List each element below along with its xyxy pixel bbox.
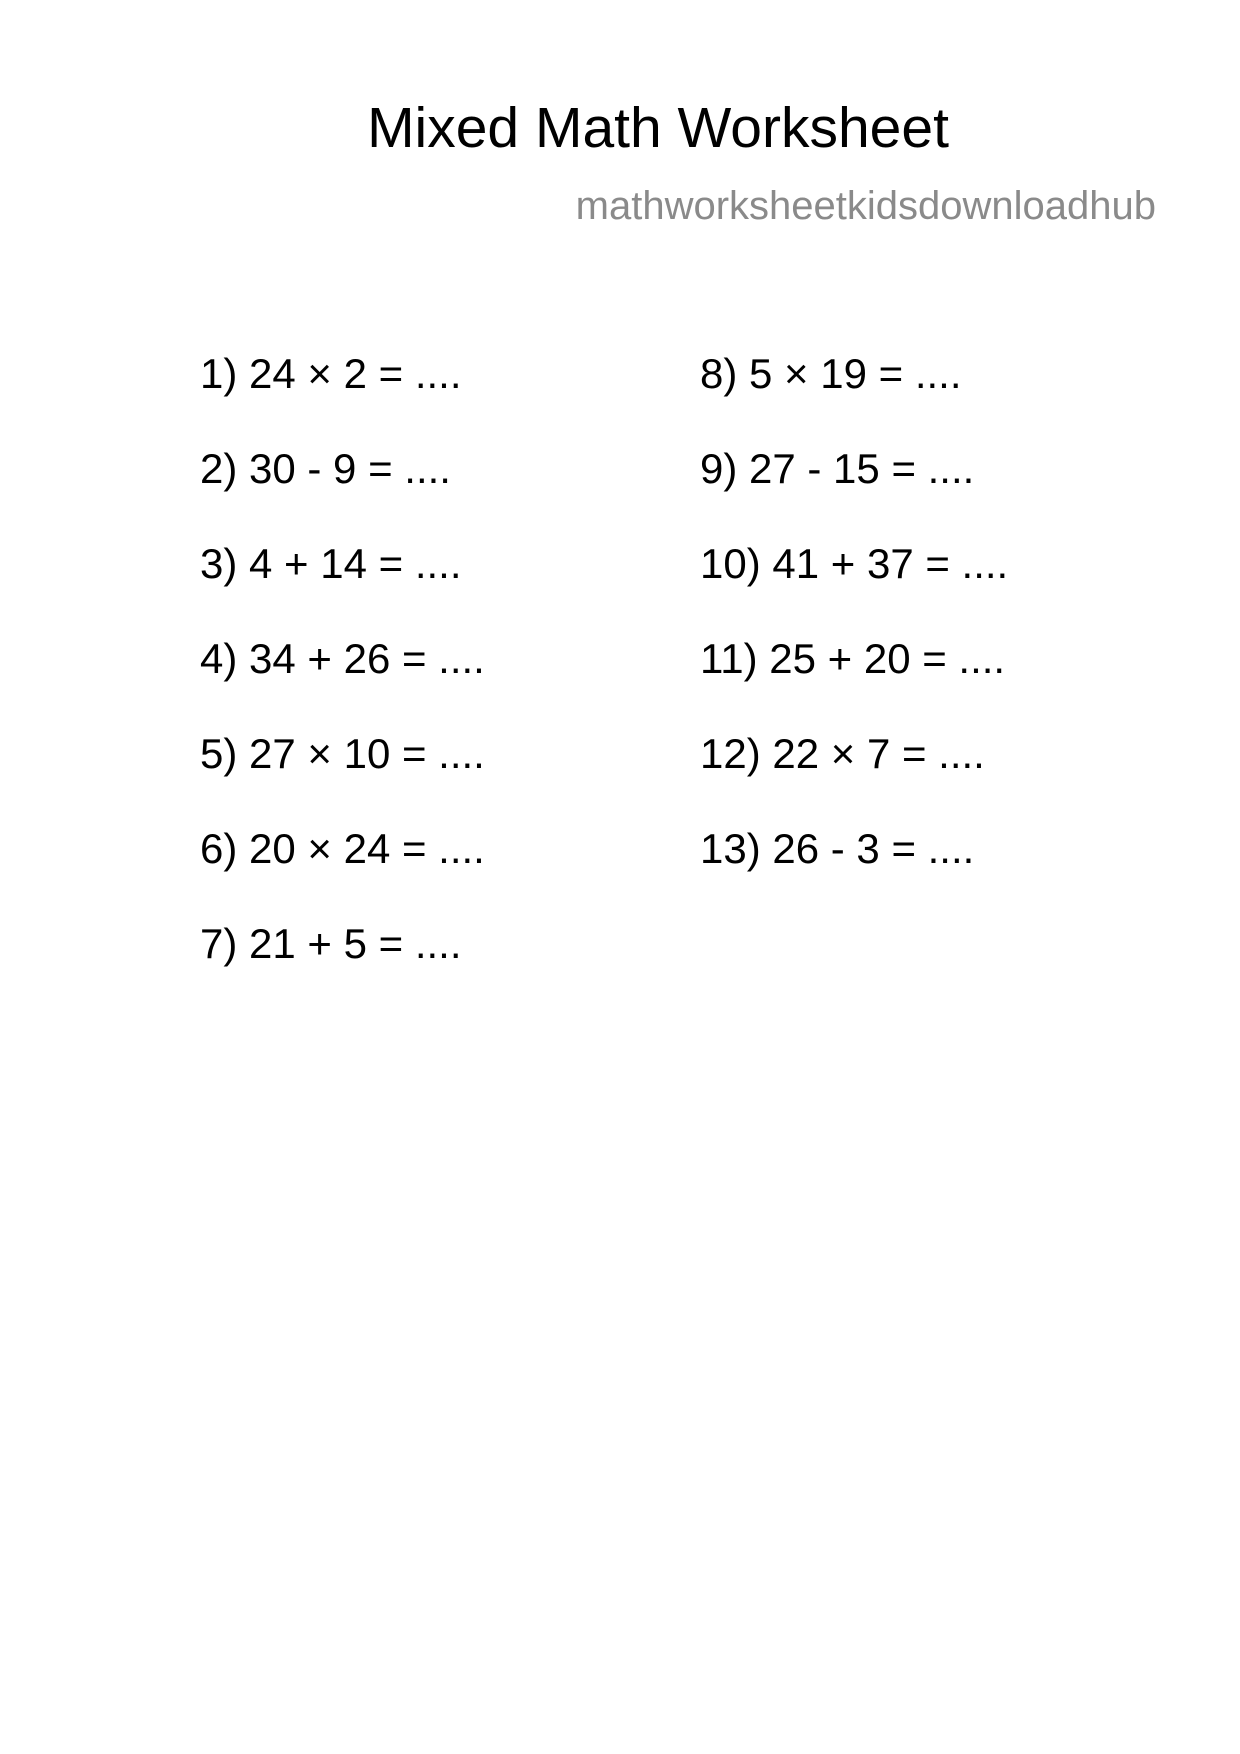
problem-item: 11) 25 + 20 = .... (700, 635, 1006, 682)
problem-item: 8) 5 × 19 = .... (700, 350, 962, 397)
problem-item: 7) 21 + 5 = .... (200, 920, 462, 967)
watermark-text: mathworksheetkidsdownloadhub (575, 184, 1156, 228)
problem-item: 1) 24 × 2 = .... (200, 350, 462, 397)
page-title (350, 96, 966, 160)
problem-item: 6) 20 × 24 = .... (200, 825, 485, 872)
problem-item: 12) 22 × 7 = .... (700, 730, 985, 777)
problem-item: 2) 30 - 9 = .... (200, 445, 451, 492)
page-title-text: Mixed Math Worksheet (367, 96, 949, 160)
problem-item: 3) 4 + 14 = .... (200, 540, 462, 587)
problem-item: 13) 26 - 3 = .... (700, 825, 975, 872)
problem-item: 5) 27 × 10 = .... (200, 730, 485, 777)
problem-item: 4) 34 + 26 = .... (200, 635, 485, 682)
problem-item: 10) 41 + 37 = .... (700, 540, 1009, 587)
problem-item: 9) 27 - 15 = .... (700, 445, 975, 492)
